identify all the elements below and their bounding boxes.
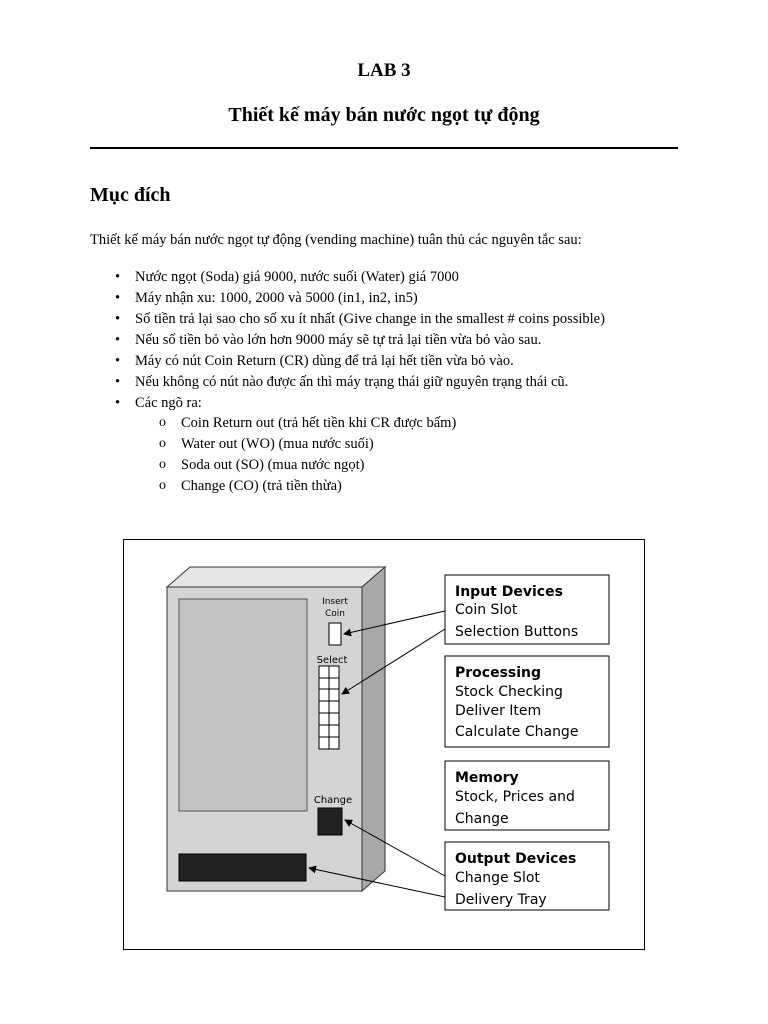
insert-coin-label: Coin	[325, 609, 345, 619]
display-window	[179, 599, 307, 811]
box-title: Input Devices	[455, 584, 563, 600]
box-line: Calculate Change	[455, 724, 579, 740]
sub-list-item: o Coin Return out (trả hết tiền khi CR được bấm)	[135, 414, 680, 432]
processing-box	[445, 656, 609, 747]
selection-buttons	[319, 666, 339, 749]
change-slot	[318, 808, 342, 835]
list-item: • Nếu số tiền bỏ vào lớn hơn 9000 máy sẽ tự trả lại tiền vừa bỏ vào sau.	[90, 331, 680, 349]
sub-list-item: o Soda out (SO) (mua nước ngọt)	[135, 456, 680, 474]
list-item-outputs	[90, 394, 680, 495]
list-item: • Máy có nút Coin Return (CR) dùng để trả lại hết tiền vừa bỏ vào.	[90, 352, 680, 370]
coin-slot	[329, 623, 341, 645]
box-title: Memory	[455, 770, 519, 786]
document-title: Thiết kế máy bán nước ngọt tự động	[228, 104, 540, 126]
box-line: Selection Buttons	[455, 624, 579, 640]
change-label: Change	[313, 795, 353, 806]
requirements-list	[90, 268, 680, 498]
box-line: Stock Checking	[455, 684, 563, 700]
box-line: Change	[455, 811, 509, 827]
box-title: Processing	[455, 665, 542, 681]
list-item: • Nếu không có nút nào được ấn thì máy trạng thái giữ nguyên trạng thái cũ.	[90, 373, 680, 391]
box-title: Output Devices	[455, 851, 577, 867]
sub-list-item: o Water out (WO) (mua nước suối)	[135, 435, 680, 453]
section-heading: Mục đích	[90, 184, 171, 206]
input-devices-box	[445, 575, 609, 644]
intro-paragraph: Thiết kế máy bán nước ngọt tự động (vending machine) tuân thủ các nguyên tắc sau:	[90, 232, 582, 248]
lab-title: LAB 3	[357, 60, 411, 81]
list-item: • Nước ngọt (Soda) giá 9000, nước suối (Water) giá 7000	[90, 268, 680, 286]
memory-box	[445, 761, 609, 830]
machine-side	[362, 567, 385, 891]
box-line: Delivery Tray	[455, 892, 547, 908]
title-divider	[90, 147, 678, 149]
box-line: Coin Slot	[455, 602, 518, 618]
select-label: Select	[316, 655, 348, 666]
vending-machine-diagram	[123, 539, 647, 952]
box-line: Change Slot	[455, 870, 540, 886]
outputs-label: Các ngõ ra:	[135, 395, 202, 411]
delivery-tray	[179, 854, 306, 881]
machine-top	[167, 567, 385, 587]
list-item: • Máy nhận xu: 1000, 2000 và 5000 (in1, in2, in5)	[90, 289, 680, 307]
outputs-sublist	[135, 414, 680, 495]
list-item: • Số tiền trả lại sao cho số xu ít nhất (Give change in the smallest # coins possible)	[90, 310, 680, 328]
sub-list-item: o Change (CO) (trả tiền thừa)	[135, 477, 680, 495]
insert-coin-label: Insert	[322, 597, 348, 607]
output-devices-box	[445, 842, 609, 910]
box-line: Deliver Item	[455, 703, 542, 719]
box-line: Stock, Prices and	[455, 789, 575, 805]
